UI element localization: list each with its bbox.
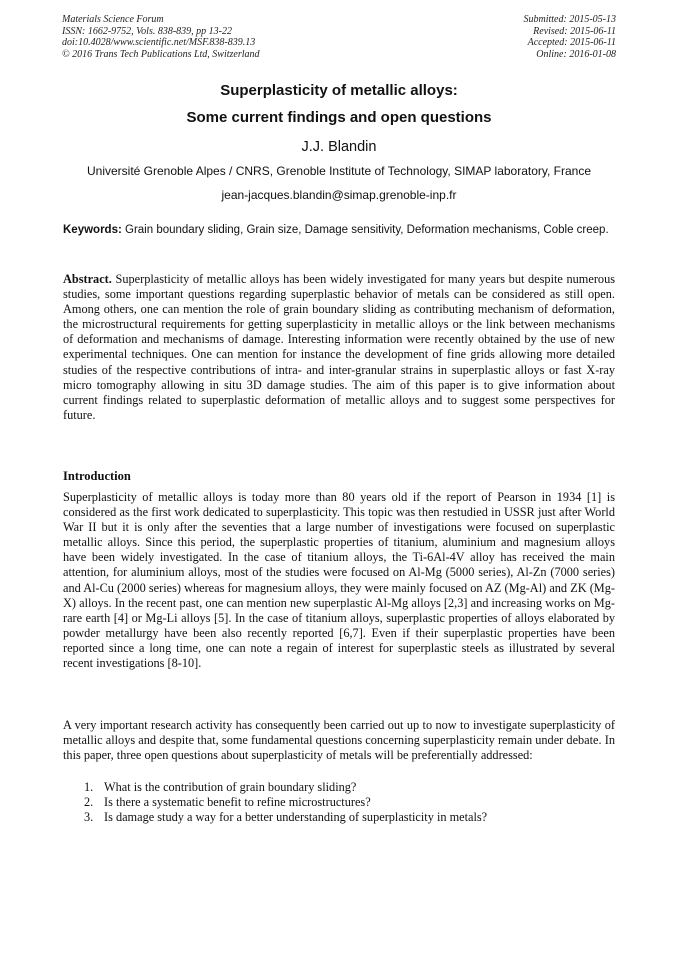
introduction-paragraph-2: A very important research activity has consequently been carried out up to now to investigate superplasticity of metallic alloys and despite that, some fundamental questions concerning superplasticity remain under debate. In this paper, three open questions about superplasticity of metals will be preferentially addressed:	[63, 718, 615, 763]
abstract-label: Abstract.	[63, 272, 112, 286]
dates-header	[524, 14, 617, 60]
author-email[interactable]: jean-jacques.blandin@simap.grenoble-inp.fr	[221, 188, 457, 202]
list-item	[84, 795, 487, 810]
list-item	[84, 810, 487, 825]
introduction-heading: Introduction	[63, 469, 131, 483]
issn-line: ISSN: 1662-9752, Vols. 838-839, pp 13-22	[62, 25, 232, 37]
affiliation: Université Grenoble Alpes / CNRS, Grenoble Institute of Technology, SIMAP laboratory, France	[86, 164, 592, 178]
journal-header	[62, 14, 260, 60]
submitted-date: Submitted: 2015-05-13	[523, 14, 616, 25]
questions-list	[84, 780, 487, 825]
journal-name: Materials Science Forum	[62, 14, 164, 25]
list-item	[84, 780, 487, 795]
accepted-date: Accepted: 2015-06-11	[527, 37, 616, 49]
abstract	[63, 272, 615, 423]
online-date: Online: 2016-01-08	[536, 48, 616, 60]
keywords-label: Keywords:	[63, 224, 122, 236]
keywords-text: Grain boundary sliding, Grain size, Damage sensitivity, Deformation mechanisms, Coble creep.	[125, 224, 609, 236]
introduction-paragraph-1: Superplasticity of metallic alloys is today more than 80 years old if the report of Pearson in 1934 [1] is considered as the first work dedicated to superplasticity. This topic was then restudied in USSR just after World War II but it is only after the seventies that a large number of investigations were focused on superplastic metallic alloys. Since this period, the superplastic properties of titanium, aluminium and magnesium alloys have been widely investigated. In the case of titanium alloys, the Ti-6Al-4V alloy has received the main attention, for aluminium alloys, most of the studies were focused on Al-Mg (5000 series), Al-Zn (7000 series) and Al-Cu (2000 series) whereas for magnesium alloys, they were mainly focused on AZ (Mg-Al) and ZK (Mg-X) alloys. In the recent past, one can mention new superplastic Al-Mg alloys [2,3] and increasing works on Mg-rare earth [4] or Mg-Li alloys [5]. In the case of titanium alloys, superplastic properties of alloys elaborated by powder metallurgy have been also recently reported [6,7]. Even if their superplastic properties have been reported since a long time, one can note a regain of interest for superplastic steels as illustrated by several recent investigations [8-10].	[63, 490, 615, 671]
list-item-text: Is there a systematic benefit to refine microstructures?	[104, 795, 371, 810]
list-item-number: 1.	[84, 780, 94, 794]
keywords	[63, 223, 613, 237]
author-name: J.J. Blandin	[301, 139, 377, 155]
abstract-text: Superplasticity of metallic alloys has been widely investigated for many years but despite numerous studies, some important questions regarding superplastic behavior of metals can be considered as still open. Among others, one can mention the role of grain boundary sliding as contributing mechanism of deformation, the microstructural requirements for getting superplasticity in metallic alloys or the link between mechanisms of deformation and mechanisms of damage. Interesting information were recently obtained by the use of new experimental techniques. One can mention for instance the development of fine grids allowing more detailed studies of the respective contributions of intra- and inter-granular strains in superplastic alloys or fast X-ray micro tomography allowing in situ 3D damage studies. The aim of this paper is to give information about current findings related to superplastic deformation of metallic alloys and to suggest some perspectives for future.	[63, 272, 616, 422]
list-item-number: 2.	[84, 795, 94, 810]
doi-line: doi:10.4028/www.scientific.net/MSF.838-839.13	[62, 37, 256, 49]
list-item-text: Is damage study a way for a better understanding of superplasticity in metals?	[104, 810, 488, 825]
paper-title-line2: Some current findings and open questions	[186, 109, 492, 126]
list-item-number: 3.	[84, 810, 94, 825]
paper-title-line1: Superplasticity of metallic alloys:	[220, 82, 458, 99]
list-item-text: What is the contribution of grain boundary sliding?	[104, 780, 357, 794]
revised-date: Revised: 2015-06-11	[533, 25, 616, 37]
copyright-line: © 2016 Trans Tech Publications Ltd, Switzerland	[62, 48, 260, 60]
